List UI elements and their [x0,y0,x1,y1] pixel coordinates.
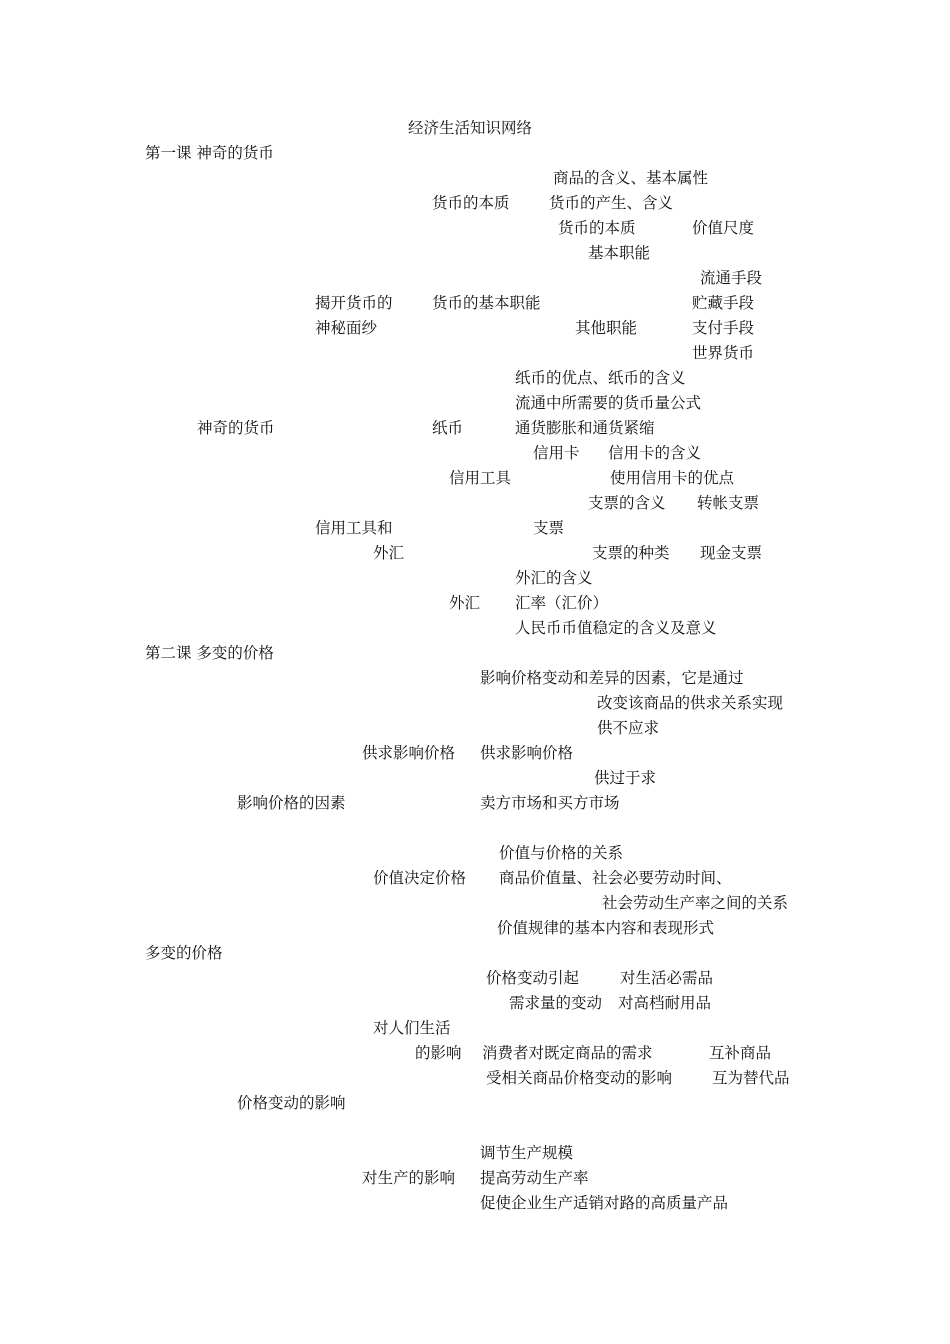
lesson2-root: 多变的价格 [145,944,223,962]
essence-node: 货币的本质 [432,194,510,212]
sd-affect: 供求影响价格 [480,744,574,762]
basic-functions: 基本职能 [588,244,651,262]
short-supply: 供不应求 [597,719,660,737]
factors-detail2: 改变该商品的供求关系实现 [597,694,784,712]
substitutes: 互为替代品 [712,1069,790,1087]
over-supply: 供过于求 [594,769,657,787]
adjust-scale: 调节生产规模 [480,1144,574,1162]
paper-money: 纸币 [432,419,464,437]
necessities: 对生活必需品 [620,969,714,987]
supply-demand: 供求影响价格 [362,744,456,762]
related-goods: 受相关商品价格变动的影响 [486,1069,673,1087]
check: 支票 [533,519,565,537]
credit-card: 信用卡 [533,444,580,462]
consumer-demand: 消费者对既定商品的需求 [482,1044,653,1062]
payment-means: 支付手段 [692,319,755,337]
measure-value: 价值尺度 [692,219,755,237]
change-effects: 价格变动的影响 [237,1094,346,1112]
quality-products: 促使企业生产适销对路的高质量产品 [480,1194,729,1212]
credit-forex-line1: 信用工具和 [315,519,393,537]
circulation-means: 流通手段 [700,269,763,287]
money-essence: 货币的本质 [558,219,636,237]
inflation: 通货膨胀和通货紧缩 [515,419,655,437]
basic-functions-node: 货币的基本职能 [432,294,541,312]
commodity-def: 商品的含义、基本属性 [553,169,709,187]
lesson2-heading: 第二课 多变的价格 [145,644,274,662]
world-money: 世界货币 [692,344,755,362]
store-value: 贮藏手段 [692,294,755,312]
credit-card-adv: 使用信用卡的优点 [610,469,735,487]
other-functions: 其他职能 [575,319,638,337]
credit-forex-line2: 外汇 [373,544,405,562]
lesson1-heading: 第一课 神奇的货币 [145,144,274,162]
raise-productivity: 提高劳动生产率 [480,1169,589,1187]
price-causes: 价格变动引起 [486,969,580,987]
cash-check: 现金支票 [700,544,763,562]
forex: 外汇 [449,594,481,612]
check-types: 支票的种类 [592,544,670,562]
value-price-rel: 价值与价格的关系 [499,844,624,862]
demand-change: 需求量的变动 [509,994,603,1012]
durables: 对高档耐用品 [618,994,712,1012]
on-production: 对生产的影响 [362,1169,456,1187]
unveil-line1: 揭开货币的 [315,294,393,312]
value-determines: 价值决定价格 [373,869,467,887]
value-quantity2: 社会劳动生产率之间的关系 [602,894,789,912]
value-law: 价值规律的基本内容和表现形式 [497,919,715,937]
factors: 影响价格的因素 [237,794,346,812]
page-title: 经济生活知识网络 [408,119,533,137]
check-def: 支票的含义 [588,494,666,512]
markets: 卖方市场和买方市场 [480,794,620,812]
rmb-stable: 人民币币值稳定的含义及意义 [515,619,717,637]
on-life-line1: 对人们生活 [373,1019,451,1037]
money-origin: 货币的产生、含义 [549,194,674,212]
credit-card-def: 信用卡的含义 [608,444,702,462]
credit-tools: 信用工具 [449,469,512,487]
money-formula: 流通中所需要的货币量公式 [515,394,702,412]
unveil-line2: 神秘面纱 [315,319,378,337]
transfer-check: 转帐支票 [697,494,760,512]
exchange-rate: 汇率（汇价） [515,594,609,612]
complements: 互补商品 [709,1044,772,1062]
value-quantity1: 商品价值量、社会必要劳动时间、 [499,869,732,887]
factors-detail1: 影响价格变动和差异的因素，它是通过 [480,669,744,687]
on-life-line2: 的影响 [415,1044,462,1062]
forex-def: 外汇的含义 [515,569,593,587]
lesson1-root: 神奇的货币 [197,419,275,437]
paper-adv: 纸币的优点、纸币的含义 [515,369,686,387]
